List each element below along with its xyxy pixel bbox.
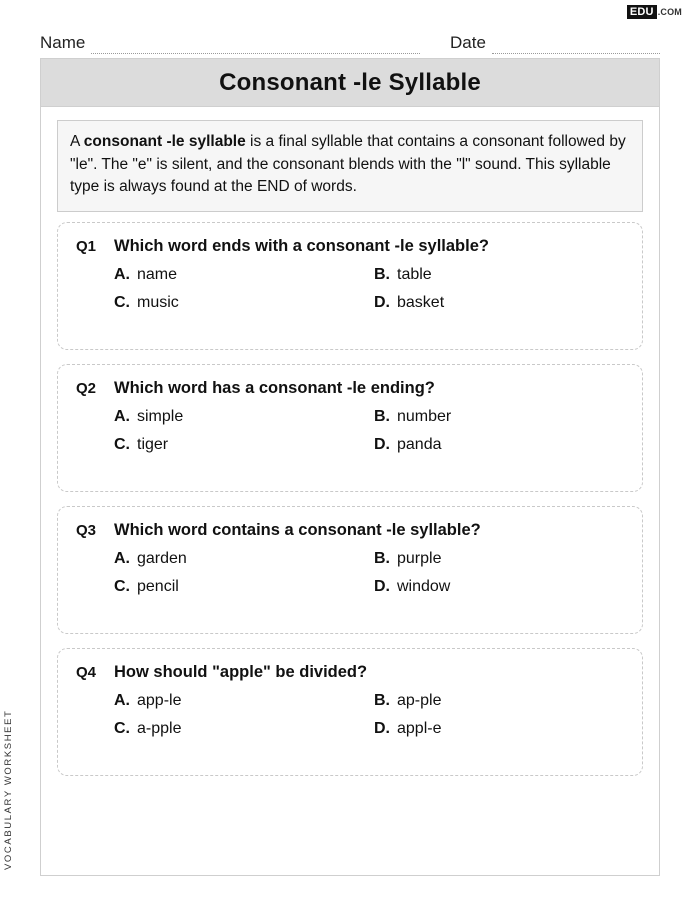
choice-letter: C.: [114, 293, 130, 311]
question-card: [57, 506, 643, 634]
choice-option[interactable]: [114, 436, 364, 454]
question-card: [57, 364, 643, 492]
choice-value: a-pple: [137, 719, 182, 737]
choice-value: simple: [137, 407, 184, 425]
question-text: Which word has a consonant -le ending?: [114, 378, 435, 397]
choice-option[interactable]: [114, 578, 364, 596]
choice-value: pencil: [137, 577, 179, 595]
choice-value: name: [137, 265, 178, 283]
choice-grid: [114, 408, 624, 454]
choice-option[interactable]: [114, 692, 364, 710]
choice-option[interactable]: [114, 550, 364, 568]
choice-letter: B.: [374, 549, 390, 567]
choice-letter: A.: [114, 407, 130, 425]
choice-option[interactable]: [374, 550, 624, 568]
question-header: [76, 237, 624, 256]
worksheet-title-bar: [41, 59, 659, 107]
choice-value: tiger: [137, 435, 169, 453]
choice-option[interactable]: [374, 720, 624, 738]
choice-option[interactable]: [374, 266, 624, 284]
choice-value: appl-e: [397, 719, 442, 737]
definition-term: consonant -le syllable: [83, 133, 246, 150]
question-header: [76, 663, 624, 682]
name-input-line[interactable]: [91, 38, 420, 54]
choice-option[interactable]: [374, 436, 624, 454]
choice-value: purple: [397, 549, 442, 567]
definition-box: [57, 120, 643, 212]
choice-option[interactable]: [374, 692, 624, 710]
brand-logo: [627, 6, 682, 18]
worksheet-sheet: [40, 58, 660, 876]
choice-value: garden: [137, 549, 187, 567]
question-number: Q4: [76, 663, 97, 681]
choice-value: ap-ple: [397, 691, 442, 709]
choice-letter: A.: [114, 549, 130, 567]
name-date-row: [40, 28, 660, 54]
choice-letter: B.: [374, 407, 390, 425]
choice-option[interactable]: [374, 578, 624, 596]
choice-grid: [114, 550, 624, 596]
definition-text-part2: is a final syllable that contains a consonant followed by "le". The "e" is silent, and the consonant blends with the "l" sound. This syllable type is always found at the END of words.: [70, 133, 626, 196]
choice-value: table: [397, 265, 432, 283]
question-card: [57, 222, 643, 350]
date-input-line[interactable]: [492, 38, 660, 54]
choice-letter: D.: [374, 719, 390, 737]
question-text: Which word contains a consonant -le syllable?: [114, 520, 481, 539]
choice-letter: B.: [374, 691, 390, 709]
sidebar-vertical-label: VOCABULARY WORKSHEET: [3, 709, 14, 870]
choice-grid: [114, 266, 624, 312]
name-field-group[interactable]: [40, 33, 420, 54]
choice-value: window: [397, 577, 451, 595]
choice-value: panda: [397, 435, 442, 453]
choice-grid: [114, 692, 624, 738]
choice-option[interactable]: [114, 266, 364, 284]
choice-letter: C.: [114, 577, 130, 595]
choice-letter: B.: [374, 265, 390, 283]
brand-suffix: .COM: [657, 7, 682, 17]
date-label: Date: [450, 33, 486, 52]
choice-letter: A.: [114, 691, 130, 709]
choice-letter: C.: [114, 435, 130, 453]
definition-text-part1: A: [70, 133, 84, 150]
choice-option[interactable]: [374, 408, 624, 426]
page-title: Consonant -le Syllable: [219, 68, 481, 96]
question-text: Which word ends with a consonant -le syllable?: [114, 236, 489, 255]
question-card: [57, 648, 643, 776]
choice-letter: A.: [114, 265, 130, 283]
question-text: How should "apple" be divided?: [114, 662, 368, 681]
choice-letter: C.: [114, 719, 130, 737]
choice-option[interactable]: [114, 720, 364, 738]
choice-option[interactable]: [374, 294, 624, 312]
choice-letter: D.: [374, 293, 390, 311]
brand-name: EDU: [627, 5, 657, 19]
choice-value: number: [397, 407, 452, 425]
choice-option[interactable]: [114, 294, 364, 312]
choice-letter: D.: [374, 435, 390, 453]
choice-option[interactable]: [114, 408, 364, 426]
choice-value: music: [137, 293, 179, 311]
question-header: [76, 521, 624, 540]
choice-letter: D.: [374, 577, 390, 595]
question-number: Q3: [76, 521, 97, 539]
name-label: Name: [40, 33, 86, 52]
question-number: Q2: [76, 379, 97, 397]
question-number: Q1: [76, 237, 97, 255]
date-field-group[interactable]: [450, 33, 660, 54]
question-header: [76, 379, 624, 398]
choice-value: basket: [397, 293, 445, 311]
questions-list: [41, 212, 659, 776]
choice-value: app-le: [137, 691, 182, 709]
